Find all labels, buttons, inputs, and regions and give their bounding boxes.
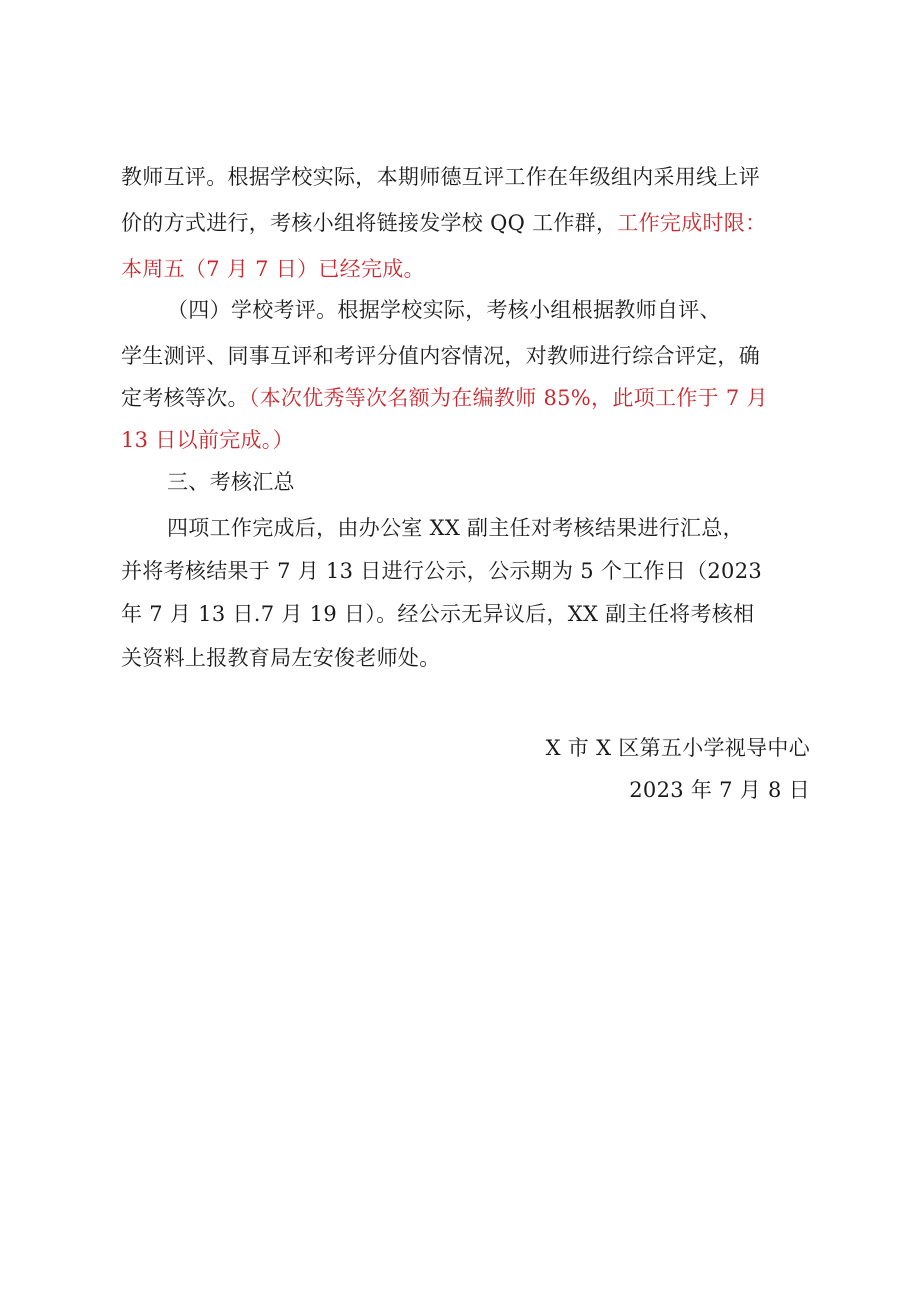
summary-heading: 三、考核汇总 (167, 470, 295, 494)
school-review-line-1 (167, 296, 721, 324)
deadline-label: 工作完成时限： (617, 211, 767, 235)
summary-text-3: 年 7 月 13 日.7 月 19 日）。经公示无异议后，XX 副主任将考核相 (121, 602, 755, 626)
summary-line-3 (121, 600, 754, 628)
summary-text-1: 四项工作完成后，由办公室 XX 副主任对考核结果进行汇总， (167, 516, 744, 540)
school-review-line-4 (121, 426, 294, 454)
summary-line-2 (121, 557, 762, 585)
school-review-text-1: （四）学校考评。根据学校实际，考核小组根据教师自评、 (167, 298, 721, 322)
school-review-line-2 (121, 342, 760, 370)
excellence-quota-note: （本次优秀等次名额为在编教师 85%，此项工作于 7 月 (248, 386, 768, 410)
school-review-text-2: 学生测评、同事互评和考评分值内容情况，对教师进行综合评定，确 (121, 344, 760, 368)
peer-review-line-2 (121, 209, 766, 237)
summary-text-4: 关资料上报教育局左安俊老师处。 (121, 646, 441, 670)
summary-line-4 (121, 644, 441, 672)
signature-organization: X 市 X 区第五小学视导中心 (545, 736, 810, 760)
school-review-text-3: 定考核等次。 (121, 386, 249, 410)
peer-review-text-2: 价的方式进行，考核小组将链接发学校 QQ 工作群， (121, 211, 618, 235)
deadline-value: 本周五（7 月 7 日）已经完成。 (121, 257, 425, 281)
summary-line-1 (167, 514, 744, 542)
peer-review-line-3 (121, 255, 425, 283)
section-heading (167, 468, 295, 496)
summary-text-2: 并将考核结果于 7 月 13 日进行公示，公示期为 5 个工作日（2023 (121, 559, 763, 583)
signature-date: 2023 年 7 月 8 日 (629, 778, 810, 802)
school-review-line-3 (121, 384, 768, 412)
excellence-quota-deadline: 13 日以前完成。） (121, 428, 294, 452)
peer-review-text-1: 教师互评。根据学校实际，本期师德互评工作在年级组内采用线上评 (121, 165, 760, 189)
peer-review-line-1 (121, 163, 760, 191)
